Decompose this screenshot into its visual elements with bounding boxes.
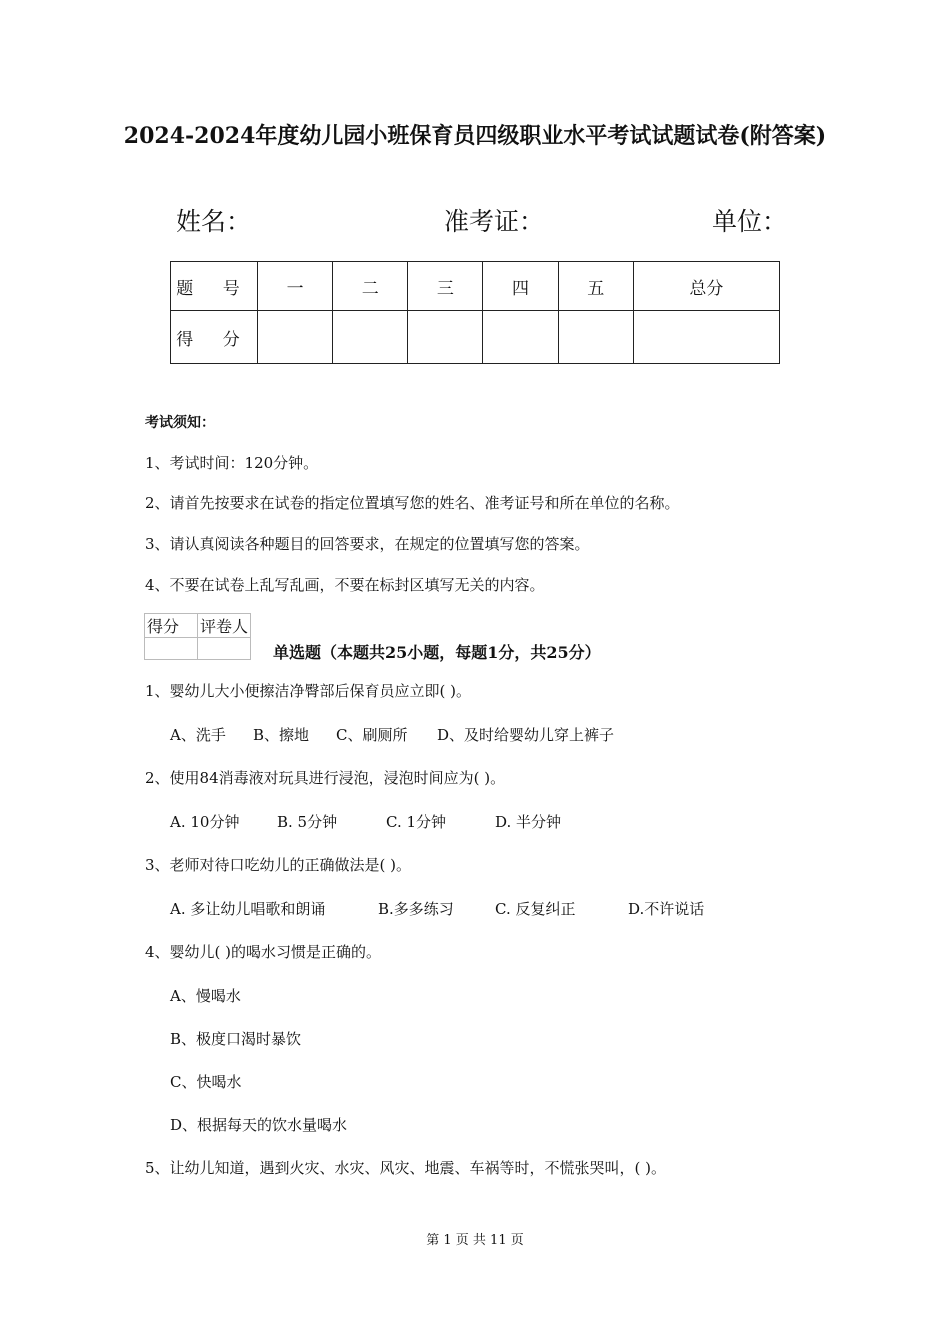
question-option: D. 半分钟 [495, 813, 562, 831]
question-option: D.不许说话 [628, 900, 705, 918]
score-table-header-cell: 五 [558, 262, 633, 311]
question-option: C、刷厕所 [336, 726, 408, 744]
question-option: A. 10分钟 [170, 813, 240, 831]
question-text: 1、婴幼儿大小便擦洁净臀部后保育员应立即( )。 [145, 682, 472, 700]
question-option: C. 1分钟 [386, 813, 447, 831]
page-title: 2024-2024年度幼儿园小班保育员四级职业水平考试试题试卷(附答案) [123, 123, 827, 149]
question-text: 3、老师对待口吃幼儿的正确做法是( )。 [145, 856, 412, 874]
question-option: D、及时给婴幼儿穿上裤子 [437, 726, 615, 744]
question-option: C、快喝水 [170, 1073, 242, 1091]
reviewer-name-label: 评卷人 [198, 614, 251, 638]
score-table-header-row [171, 262, 780, 311]
question-text: 5、让幼儿知道，遇到火灾、水灾、风灾、地震、车祸等时，不慌张哭叫，( )。 [145, 1159, 667, 1177]
score-row-label: 得 分 [171, 311, 258, 364]
score-cell[interactable] [483, 311, 558, 364]
reviewer-score-cell[interactable] [145, 638, 198, 660]
question-option: C. 反复纠正 [495, 900, 576, 918]
notice-item: 4、不要在试卷上乱写乱画，不要在标封区填写无关的内容。 [145, 576, 545, 594]
score-table-header-cell: 三 [408, 262, 483, 311]
reviewer-score-label: 得分 [145, 614, 198, 638]
question-option: B、擦地 [253, 726, 310, 744]
score-table-header-cell: 总分 [633, 262, 779, 311]
score-table [170, 261, 780, 364]
page-footer: 第 1 页 共 11 页 [426, 1233, 524, 1248]
score-table-header-cell: 四 [483, 262, 558, 311]
score-table-header-cell: 一 [258, 262, 333, 311]
score-cell[interactable] [633, 311, 779, 364]
question-option: B.多多练习 [378, 900, 454, 918]
score-table-header-cell: 二 [333, 262, 408, 311]
question-text: 4、婴幼儿( )的喝水习惯是正确的。 [145, 943, 382, 961]
name-field-label: 姓名： [176, 207, 252, 236]
question-option: B、极度口渴时暴饮 [170, 1030, 302, 1048]
score-table-header-cell: 题 号 [171, 262, 258, 311]
score-cell[interactable] [558, 311, 633, 364]
question-option: B. 5分钟 [277, 813, 338, 831]
score-cell[interactable] [333, 311, 408, 364]
score-table-score-row [171, 311, 780, 364]
reviewer-box [144, 613, 251, 660]
notice-item: 1、考试时间：120分钟。 [145, 454, 319, 472]
notice-item: 3、请认真阅读各种题目的回答要求，在规定的位置填写您的答案。 [145, 535, 590, 553]
score-cell[interactable] [408, 311, 483, 364]
candidate-fields [176, 202, 786, 238]
question-option: A、洗手 [170, 726, 226, 744]
section-title: 单选题（本题共25小题，每题1分，共25分） [273, 643, 601, 662]
question-option: D、根据每天的饮水量喝水 [170, 1116, 348, 1134]
notice-title: 考试须知： [145, 415, 215, 431]
question-option: A、慢喝水 [170, 987, 241, 1005]
reviewer-name-cell[interactable] [198, 638, 251, 660]
score-cell[interactable] [258, 311, 333, 364]
question-option: A. 多让幼儿唱歌和朗诵 [170, 900, 326, 918]
question-text: 2、使用84消毒液对玩具进行浸泡，浸泡时间应为( )。 [145, 769, 506, 787]
notice-item: 2、请首先按要求在试卷的指定位置填写您的姓名、准考证号和所在单位的名称。 [145, 494, 680, 512]
exam-id-field-label: 准考证： [444, 207, 545, 236]
unit-field-label: 单位： [712, 207, 788, 236]
